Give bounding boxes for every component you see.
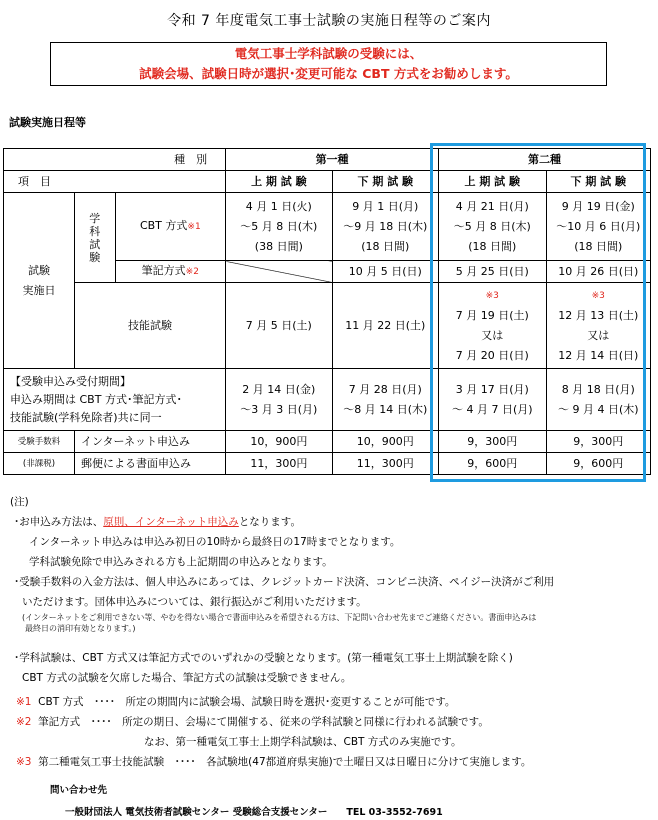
apply-type1-second: 7 月 28 日(月) ～8 月 14 日(木) [332,369,438,431]
ginou-type1-second: 11 月 22 日(土) [332,283,438,369]
gakka-vertical-text: 学 科 試 験 [89,211,101,264]
ginou-label: 技能試験 [74,283,225,369]
header-item: 項 目 [4,171,226,193]
internet-fee-type2-first: 9，300円 [439,431,546,453]
cbt-type1-second: 9 月 1 日(月) ～9 月 18 日(木) (18 日間) [332,193,438,261]
apply-period-label: 【受験申込み受付期間】 申込み期間は CBT 方式･筆記方式･ 技能試験(学科免除者)共に同一 [4,369,226,431]
schedule-table [3,148,651,475]
cbt-type2-second: 9 月 19 日(金) ～10 月 6 日(月) (18 日間) [546,193,650,261]
header-type1: 第一種 [226,149,439,171]
hikki-type2-first: 5 月 25 日(日) [439,261,546,283]
mail-fee-type2-second: 9，600円 [546,453,650,475]
ginou-type1-first: 7 月 5 日(土) [226,283,332,369]
note-3: 学科試験免除で申込みされる方も上記期間の申込みとなります。 [29,556,333,568]
note-1-red: 原則、インターネット申込み [103,516,239,528]
cbt-recommendation-notice [50,42,607,86]
header-type2-first: 上 期 試 験 [439,171,546,193]
header-type1-second: 下 期 試 験 [332,171,438,193]
page-title: 令和 7 年度電気工事士試験の実施日程等のご案内 [167,13,491,29]
contact-info: 一般財団法人 電気技術者試験センター 受験総合支援センター TEL 03-3552-7691 [65,807,443,818]
note-9: CBT 方式の試験を欠席した場合、筆記方式の試験は受験できません。 [22,672,352,684]
mark-note-2: ※2 筆記方式 ････ 所定の期日、会場にて開催する、従来の学科試験と同様に行われる試験です。 [16,716,489,728]
header-type2-second: 下 期 試 験 [546,171,650,193]
mark-note-2b: なお、第一種電気工事士上期学科試験は、CBT 方式のみ実施です。 [144,736,462,748]
mark-note-1: ※1 CBT 方式 ････ 所定の期間内に試験会場、試験日時を選択･変更することが可能です。 [16,696,456,708]
cbt-type2-first: 4 月 21 日(月) ～5 月 8 日(木) (18 日間) [439,193,546,261]
fee-label-2: (非課税) [4,453,75,475]
hikki-label [115,261,226,283]
note-8: ･学科試験は、CBT 方式又は筆記方式でのいずれかの受験となります。(第一種電気工事士上期試験を除く) [14,652,513,664]
header-kind: 種 別 [4,149,226,171]
apply-type2-first: 3 月 17 日(月) ～ 4 月 7 日(月) [439,369,546,431]
fee-label-1: 受験手数料 [4,431,75,453]
note-4: ･受験手数料の入金方法は、個人申込みにあっては、クレジットカード決済、コンビニ決済、ペイジー決済がご利用 [14,576,555,588]
mail-fee-type2-first: 9，600円 [439,453,546,475]
exam-date-label [4,193,75,369]
apply-type2-second: 8 月 18 日(月) ～ 9 月 4 日(木) [546,369,650,431]
note-1: ･お申込み方法は、原則、インターネット申込みとなります。 [14,516,301,528]
header-type1-first: 上 期 試 験 [226,171,332,193]
exam-label-line1: 試験 [27,263,50,277]
cbt-type1-first: 4 月 1 日(火) ～5 月 8 日(木) (38 日間) [226,193,332,261]
ginou2-second-mark: ※3 [591,290,605,301]
notes-section [10,492,650,772]
ginou2-first-mark: ※3 [485,290,499,301]
note-7: 最終日の消印有効となります。) [25,624,136,633]
hikki-type1-first-na [226,261,332,283]
section-title: 試験実施日程等 [9,116,86,129]
ginou-type2-first: ※3 7 月 19 日(土) 又は 7 月 20 日(日) [439,283,546,369]
mail-fee-type1-first: 11，300円 [226,453,332,475]
ginou-type2-second: ※3 12 月 13 日(土) 又は 12 月 14 日(日) [546,283,650,369]
mail-label: 郵便による書面申込み [74,453,225,475]
internet-label: インターネット申込み [74,431,225,453]
apply-type1-first: 2 月 14 日(金) ～3 月 3 日(月) [226,369,332,431]
note-2: インターネット申込みは申込み初日の10時から最終日の17時までとなります。 [29,536,401,548]
internet-fee-type2-second: 9，300円 [546,431,650,453]
note-5: いただけます。団体申込みについては、銀行振込がご利用いただけます。 [22,596,367,608]
exam-label-line2: 実施日 [22,283,56,297]
hikki-type2-second: 10 月 26 日(日) [546,261,650,283]
notice-line-2: 試験会場、試験日時が選択･変更可能な CBT 方式をお勧めします。 [139,66,518,81]
cbt-label [115,193,226,261]
hikki-type1-second: 10 月 5 日(日) [332,261,438,283]
cbt-mark: ※1 [187,222,201,232]
contact-label: 問い合わせ先 [50,785,108,796]
note-6: (インターネットをご利用できない等、やむを得ない場合で書面申込みを希望される方は、下記問い合わせ先までご連絡ください。書面申込みは [22,613,537,622]
hikki-mark: ※2 [185,267,199,277]
mark-note-3: ※3 第二種電気工事士技能試験 ････ 各試験地(47都道府県実施)で土曜日又は日曜日に分けて実施します。 [16,756,532,768]
header-type2: 第二種 [439,149,651,171]
internet-fee-type1-first: 10，900円 [226,431,332,453]
mail-fee-type1-second: 11，300円 [332,453,438,475]
internet-fee-type1-second: 10，900円 [332,431,438,453]
notes-head: (注) [10,496,29,508]
gakka-label [74,193,115,283]
hikki-label-text: 筆記方式 [141,264,186,277]
notice-line-1: 電気工事士学科試験の受験には、 [234,46,423,61]
cbt-label-text: CBT 方式 [139,219,188,232]
